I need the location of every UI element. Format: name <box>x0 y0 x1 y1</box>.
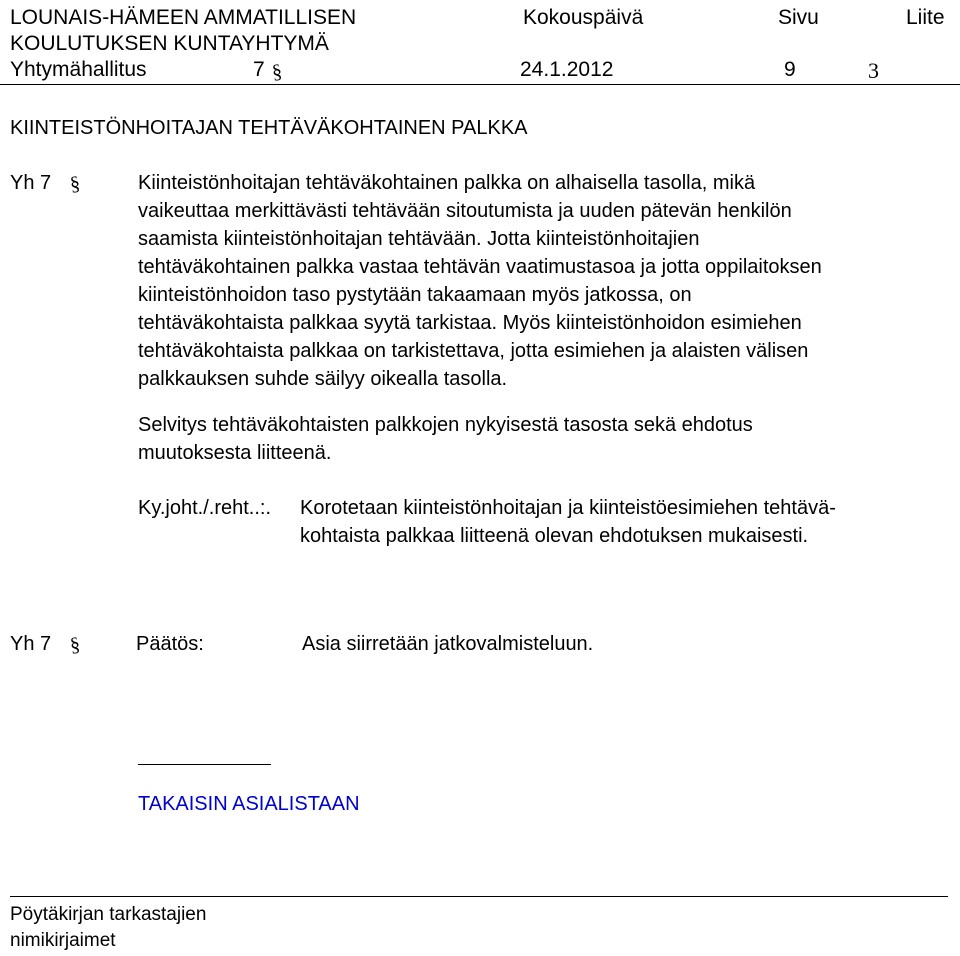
footer-reviewers-label: Pöytäkirjan tarkastajien <box>10 904 207 925</box>
paragraph-line: vaikeuttaa merkittävästi tehtävään sitoutumista ja uuden pätevän henkilön <box>138 200 792 222</box>
decision-label: Päätös: <box>136 633 204 655</box>
attachment-label: Liite <box>906 6 945 29</box>
page-label: Sivu <box>778 6 819 29</box>
back-to-agenda-link[interactable]: TAKAISIN ASIALISTAAN <box>138 793 360 815</box>
proposal-line: Korotetaan kiinteistönhoitajan ja kiinteistöesimiehen tehtävä- <box>300 497 836 519</box>
item-paragraph-2 <box>138 411 753 467</box>
governing-body-name: Yhtymähallitus <box>10 58 147 81</box>
paragraph-line: tehtäväkohtaista palkkaa on tarkistettava, jotta esimiehen ja alaisten välisen <box>138 340 809 362</box>
decision-text: Asia siirretään jatkovalmisteluun. <box>302 633 594 655</box>
meeting-date: 24.1.2012 <box>520 58 614 81</box>
decision-section-symbol: § <box>68 633 82 657</box>
proposal-line: kohtaista palkkaa liitteenä olevan ehdotuksen mukaisesti. <box>300 525 809 547</box>
header-divider <box>0 84 960 85</box>
footer-divider <box>10 896 948 897</box>
organization-name-line2: KOULUTUKSEN KUNTAYHTYMÄ <box>10 32 329 55</box>
short-separator <box>138 764 271 765</box>
attachment-number: 3 <box>868 58 879 83</box>
meeting-date-label: Kokouspäivä <box>523 6 644 29</box>
page-number: 9 <box>784 58 796 81</box>
proposal-text <box>300 494 836 550</box>
item-reference: Yh 7 <box>10 172 52 194</box>
decision-reference: Yh 7 <box>10 633 52 655</box>
organization-name-line1: LOUNAIS-HÄMEEN AMMATILLISEN <box>10 6 357 29</box>
document-title: KIINTEISTÖNHOITAJAN TEHTÄVÄKOHTAINEN PALKKA <box>10 117 528 139</box>
header-section-symbol: § <box>270 60 284 84</box>
item-paragraph-1 <box>138 169 822 393</box>
paragraph-line: muutoksesta liitteenä. <box>138 442 332 464</box>
proposal-label: Ky.joht./.reht..:. <box>138 497 272 519</box>
paragraph-line: Selvitys tehtäväkohtaisten palkkojen nykyisestä tasosta sekä ehdotus <box>138 414 753 436</box>
paragraph-line: palkkauksen suhde säilyy oikealla tasolla. <box>138 368 508 390</box>
item-section-symbol: § <box>68 172 82 196</box>
paragraph-line: tehtäväkohtainen palkka vastaa tehtävän vaatimustasoa ja jotta oppilaitoksen <box>138 256 822 278</box>
paragraph-line: tehtäväkohtaista palkkaa syytä tarkistaa. Myös kiinteistönhoidon esimiehen <box>138 312 802 334</box>
paragraph-line: kiinteistönhoidon taso pystytään takaamaan myös jatkossa, on <box>138 284 692 306</box>
header-section-number: 7 <box>253 58 265 81</box>
footer-initials-label: nimikirjaimet <box>10 930 116 951</box>
paragraph-line: Kiinteistönhoitajan tehtäväkohtainen palkka on alhaisella tasolla, mikä <box>138 172 756 194</box>
paragraph-line: saamista kiinteistönhoitajan tehtävään. Jotta kiinteistönhoitajien <box>138 228 700 250</box>
